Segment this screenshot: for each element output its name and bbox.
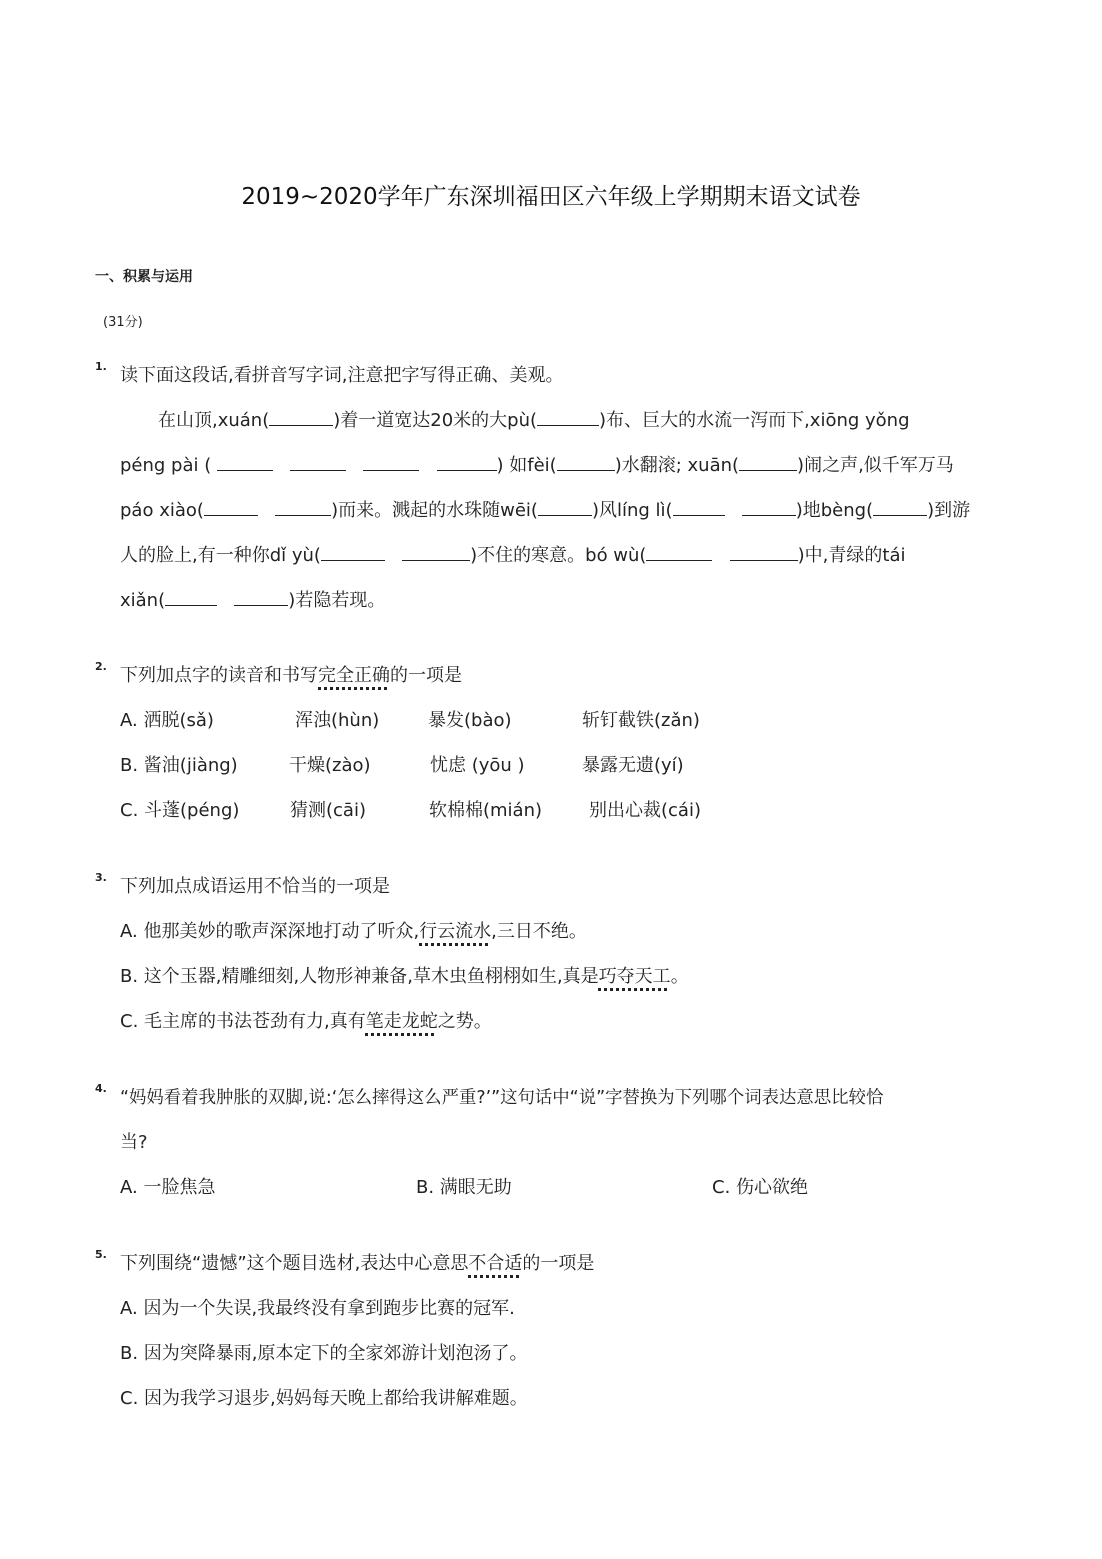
q1-prompt: 读下面这段话,看拼音写字词,注意把字写得正确、美观。: [120, 365, 564, 386]
q2-prompt-text: 下列加点字的读音和书写: [120, 665, 318, 686]
q4-number: 4.: [95, 1082, 107, 1095]
q1-line-4: [120, 541, 905, 567]
q3-option-b[interactable]: [120, 962, 689, 988]
q2-option-a-2[interactable]: 浑浊(hùn): [295, 710, 380, 731]
q2-option-c-3[interactable]: 软棉棉(mián): [429, 800, 543, 821]
option-text: C. 毛主席的书法苍劲有力,真有: [120, 1011, 366, 1032]
q2-option-a-1[interactable]: A. 洒脱(sǎ): [120, 710, 214, 731]
q5-option-a[interactable]: A. 因为一个失误,我最终没有拿到跑步比赛的冠军.: [120, 1298, 515, 1319]
q2-prompt-text: 的一项是: [390, 665, 462, 686]
q1-l5-text: )若隐若现。: [288, 590, 386, 611]
q1-line-5: [120, 586, 385, 612]
answer-blank[interactable]: [402, 546, 470, 561]
q1-l2-text: )闹之声,似千军万马: [797, 455, 954, 476]
answer-blank[interactable]: [557, 456, 615, 471]
q1-l3-text: )而来。溅起的水珠随wēi(: [331, 500, 538, 521]
q3-option-c[interactable]: [120, 1007, 492, 1033]
answer-blank[interactable]: [290, 456, 346, 471]
q2-number: 2.: [95, 660, 107, 673]
answer-blank[interactable]: [673, 501, 725, 516]
answer-blank[interactable]: [363, 456, 419, 471]
answer-blank[interactable]: [275, 501, 331, 516]
q1-l3-text: )风líng lì(: [591, 500, 673, 521]
answer-blank[interactable]: [538, 501, 592, 516]
answer-blank[interactable]: [537, 411, 599, 426]
section-heading: 一、积累与运用: [95, 269, 193, 285]
q5-number: 5.: [95, 1248, 107, 1261]
emphasized-phrase: 不合适: [468, 1253, 523, 1274]
option-text: 。: [670, 966, 689, 987]
q1-l2-text: )水翻滚; xuān(: [614, 455, 740, 476]
q4-option-a[interactable]: A. 一脸焦急: [120, 1177, 216, 1198]
emphasized-phrase: 完全正确: [318, 665, 390, 686]
q1-l3-text: )地bèng(: [795, 500, 874, 521]
q1-l2-text: ) 如fèi(: [496, 455, 557, 476]
q1-l1-text: 在山顶,xuán(: [158, 410, 270, 431]
q3-option-a[interactable]: [120, 917, 587, 943]
q1-l1-text: )布、巨大的水流一泻而下,xiōng yǒng: [599, 410, 910, 431]
answer-blank[interactable]: [437, 456, 497, 471]
q1-l4-text: 人的脸上,有一种你dǐ yù(: [120, 545, 321, 566]
q2-prompt: [120, 661, 462, 687]
q2-option-c-2[interactable]: 猜测(cāi): [290, 800, 366, 821]
q2-option-b-1[interactable]: B. 酱油(jiàng): [120, 755, 238, 776]
q2-option-c-4[interactable]: 别出心裁(cái): [589, 800, 701, 821]
option-text: B. 这个玉器,精雕细刻,人物形神兼备,草木虫鱼栩栩如生,真是: [120, 966, 599, 987]
q2-option-b-2[interactable]: 干燥(zào): [289, 755, 371, 776]
q4-prompt-line-2: 当?: [120, 1132, 148, 1153]
answer-blank[interactable]: [204, 501, 258, 516]
emphasized-idiom: 笔走龙蛇: [365, 1011, 438, 1032]
q1-l4-text: )中,青绿的tái: [797, 545, 906, 566]
q3-prompt: 下列加点成语运用不恰当的一项是: [120, 876, 390, 897]
q5-option-b[interactable]: B. 因为突降暴雨,原本定下的全家郊游计划泡汤了。: [120, 1343, 528, 1364]
q1-line-1: [158, 406, 910, 432]
answer-blank[interactable]: [739, 456, 797, 471]
q3-number: 3.: [95, 871, 107, 884]
q1-line-2: [120, 451, 954, 477]
option-text: A. 他那美妙的歌声深深地打动了听众,: [120, 921, 420, 942]
q5-prompt: [120, 1249, 594, 1275]
q4-option-b[interactable]: B. 满眼无助: [416, 1177, 512, 1198]
q1-l4-text: )不住的寒意。bó wù(: [470, 545, 647, 566]
q4-option-c[interactable]: C. 伤心欲绝: [712, 1177, 809, 1198]
q1-number: 1.: [95, 360, 107, 373]
answer-blank[interactable]: [742, 501, 796, 516]
answer-blank[interactable]: [269, 411, 333, 426]
q1-l5-text: xiǎn(: [120, 590, 166, 611]
q2-option-a-4[interactable]: 斩钉截铁(zǎn): [582, 710, 700, 731]
option-text: 之势。: [437, 1011, 492, 1032]
answer-blank[interactable]: [165, 591, 217, 606]
section-score: (31分): [103, 315, 143, 330]
q5-option-c[interactable]: C. 因为我学习退步,妈妈每天晚上都给我讲解难题。: [120, 1388, 528, 1409]
q4-prompt-line-1: “妈妈看着我肿胀的双脚,说:‘怎么摔得这么严重?’”这句话中“说”字替换为下列哪个词表达意思比较恰: [120, 1088, 884, 1108]
q2-option-b-3[interactable]: 忧虑 (yōu ): [430, 755, 525, 776]
q2-option-b-4[interactable]: 暴露无遗(yí): [582, 755, 684, 776]
option-text: ,三日不绝。: [491, 921, 587, 942]
q1-line-3: [120, 496, 970, 522]
answer-blank[interactable]: [646, 546, 712, 561]
emphasized-idiom: 巧夺天工: [598, 966, 671, 987]
answer-blank[interactable]: [873, 501, 927, 516]
answer-blank[interactable]: [234, 591, 288, 606]
q1-l1-text: )着一道宽达20米的大pù(: [333, 410, 538, 431]
q1-l2-text: péng pài (: [120, 455, 212, 476]
answer-blank[interactable]: [217, 456, 273, 471]
answer-blank[interactable]: [730, 546, 798, 561]
q5-prompt-text: 的一项是: [522, 1253, 595, 1274]
q1-l3-text: )到游: [927, 500, 971, 521]
q2-option-a-3[interactable]: 暴发(bào): [428, 710, 512, 731]
q1-l3-text: páo xiào(: [120, 500, 204, 521]
q5-prompt-text: 下列围绕“遗憾”这个题目选材,表达中心意思: [120, 1253, 469, 1274]
page-title: 2019~2020学年广东深圳福田区六年级上学期期末语文试卷: [241, 184, 861, 210]
q2-option-c-1[interactable]: C. 斗蓬(péng): [120, 800, 240, 821]
emphasized-idiom: 行云流水: [419, 921, 492, 942]
answer-blank[interactable]: [321, 546, 385, 561]
